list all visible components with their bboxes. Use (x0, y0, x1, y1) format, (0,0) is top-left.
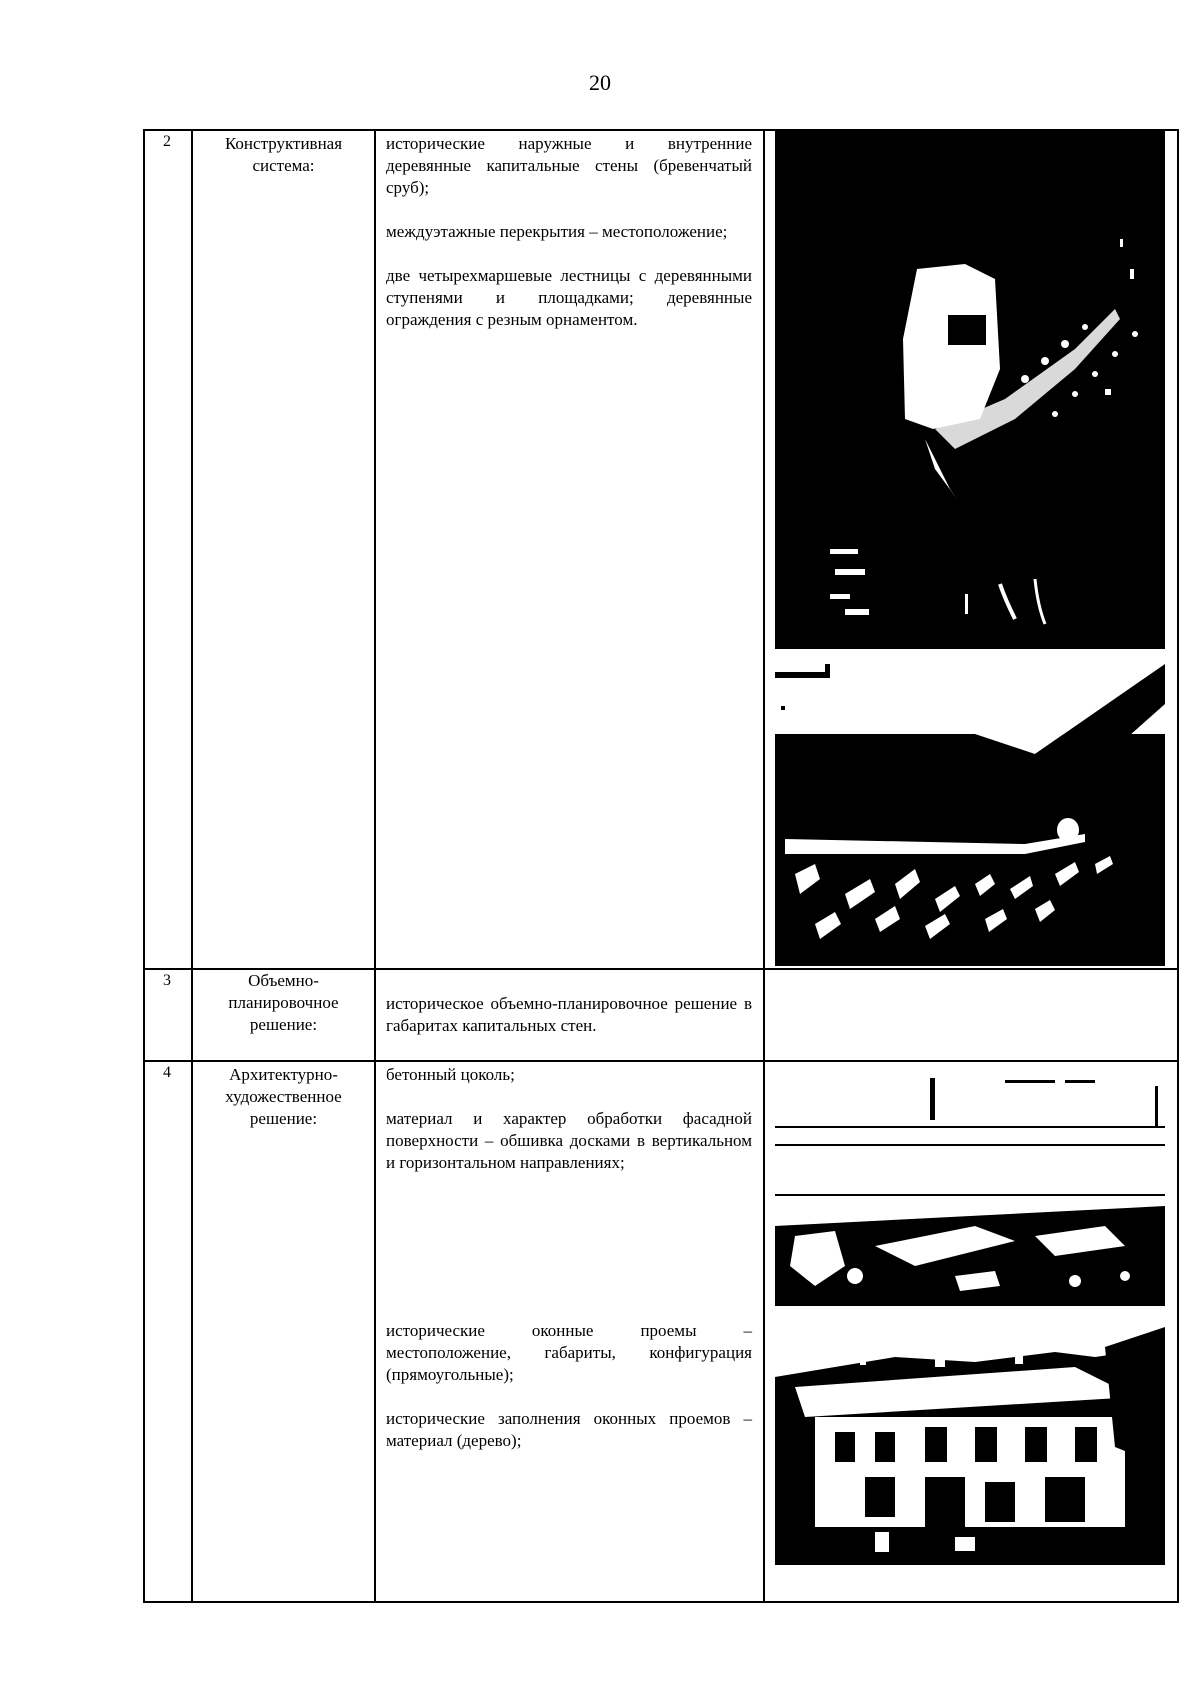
photo-building-facade (775, 1327, 1165, 1565)
row-2-description (386, 133, 752, 353)
row-3-item-1: историческое объемно-планировочное решение в габаритах капитальных стен. (386, 994, 752, 1035)
photo-staircase-lower (775, 664, 1165, 966)
table-col-divider-3 (763, 129, 765, 1603)
row-3-number: 3 (163, 972, 171, 989)
row-4-number: 4 (163, 1064, 171, 1081)
row-2-label: Конструктивная система: (224, 134, 343, 175)
row-2-item-3: две четырехмаршевые лестницы с деревянными ступенями и площадками; деревянные ограждения с резным орнаментом. (386, 266, 752, 329)
row-4-item-3: исторические оконные проемы – местоположение, габариты, конфигурация (прямоугольные); (386, 1321, 752, 1384)
row-4-description-upper (386, 1064, 752, 1196)
row-4-item-1: бетонный цоколь; (386, 1065, 515, 1084)
row-2-item-2: междуэтажные перекрытия – местоположение; (386, 222, 728, 241)
table-col-divider-2 (374, 129, 376, 1603)
row-2-number: 2 (163, 133, 171, 150)
photo-facade-detail (775, 1076, 1165, 1306)
photo-staircase-upper (775, 129, 1165, 649)
row-4-label: Архитектурно-художественное решение: (225, 1065, 342, 1128)
table-border-bottom (143, 1601, 1179, 1603)
table-border-right (1177, 129, 1179, 1603)
table-row-divider-2 (143, 1060, 1179, 1062)
row-4-description-lower (386, 1320, 752, 1474)
row-3-label: Объемно-планировочное решение: (228, 971, 339, 1034)
row-4-item-4: исторические заполнения оконных проемов – материал (дерево); (386, 1409, 752, 1450)
table-col-divider-1 (191, 129, 193, 1603)
row-4-item-2: материал и характер обработки фасадной поверхности – обшивка досками в вертикальном и горизонтальном направлениях; (386, 1109, 752, 1172)
table-border-left (143, 129, 145, 1603)
row-2-item-1: исторические наружные и внутренние деревянные капитальные стены (бревенчатый сруб); (386, 134, 752, 197)
row-3-description (386, 993, 752, 1059)
page-number: 20 (589, 70, 611, 95)
